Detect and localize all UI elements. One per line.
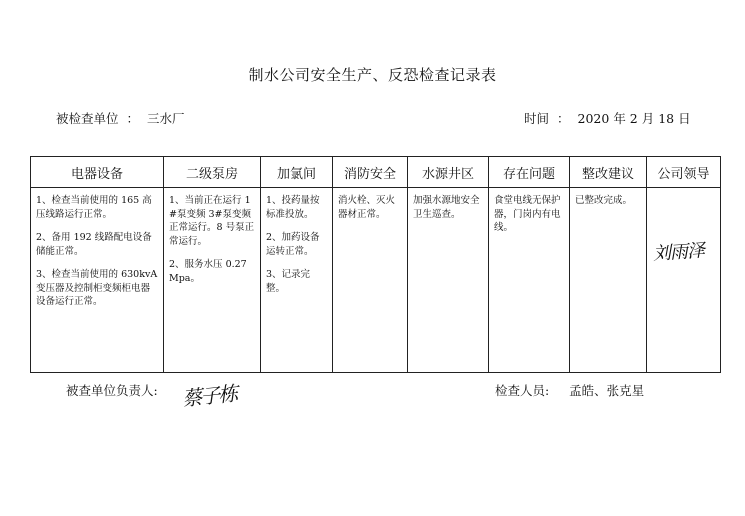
page-title: 制水公司安全生产、反恐检查记录表 [248,66,497,84]
cell-water-source [408,188,489,373]
cell-electrical [31,188,164,373]
header-electrical: 电器设备 [31,157,164,188]
cell-issues [489,188,570,373]
chlorination-item: 3、记录完整。 [266,269,311,294]
inspected-unit-value: 三水厂 [147,111,185,126]
inspected-unit: 被检查单位 ： 三水厂 [56,111,185,126]
fire-safety-item: 消火栓、灭火器材正常。 [338,195,396,220]
inspectors-value: 孟皓、张克星 [569,383,645,398]
pump-room-item: 1、当前正在运行 1#泵变频 3#泵变频正常运行。8 号泵正常运行。 [169,195,255,247]
header-chlorination: 加氯间 [261,157,333,188]
cell-chlorination [261,188,333,373]
responsible-person-label: 被查单位负责人: [66,383,158,398]
table-row [31,188,721,373]
inspection-time: 时间 ： 2020 年 2 月 18 日 [524,111,691,126]
responsible-signature: 蔡子栋 [181,381,238,411]
header-issues: 存在问题 [489,157,570,188]
chlorination-item: 2、加药设备运转正常。 [266,232,320,257]
inspection-table [30,156,721,373]
water-source-item: 加强水源地安全卫生巡查。 [413,195,480,220]
cell-fire-safety [333,188,408,373]
header-fire-safety: 消防安全 [333,157,408,188]
cell-pump-room [164,188,261,373]
time-label: 时间 [524,111,550,126]
inspectors [495,381,644,399]
leader-signature: 刘雨泽 [652,240,705,265]
cell-suggestions [570,188,647,373]
electrical-item: 1、检查当前使用的 165 高压线路运行正常。 [36,195,152,220]
inspectors-label: 检查人员: [495,383,550,398]
pump-room-item: 2、服务水压 0.27Mpa。 [169,259,247,284]
suggestions-item: 已整改完成。 [575,195,633,206]
header-leader: 公司领导 [647,157,721,188]
electrical-item: 3、检查当前使用的 630kvA 变压器及控制柜变频柜电器设备运行正常。 [36,269,158,307]
inspected-unit-label: 被检查单位 [56,111,119,126]
header-suggestions: 整改建议 [570,157,647,188]
header-pump-room: 二级泵房 [164,157,261,188]
cell-leader [647,188,721,373]
time-value: 2020 年 2 月 18 日 [577,111,691,126]
issues-item: 食堂电线无保护器，门岗内有电线。 [494,195,561,233]
table-header-row [31,157,721,188]
header-water-source: 水源井区 [408,157,489,188]
electrical-item: 2、备用 192 线路配电设备储能正常。 [36,232,152,257]
chlorination-item: 1、投药量按标准投放。 [266,195,320,220]
